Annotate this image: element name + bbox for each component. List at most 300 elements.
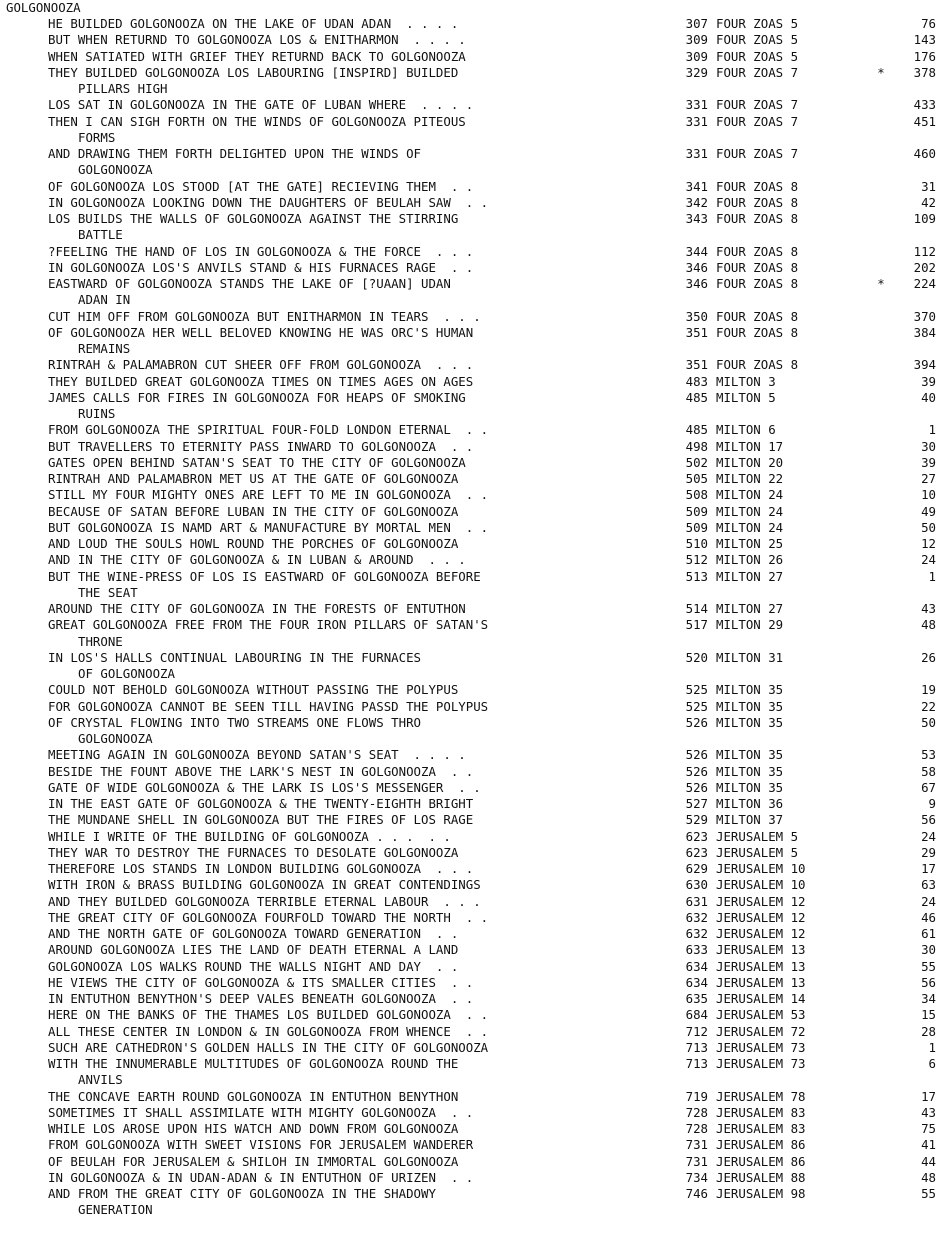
entry-leader-dots: . . . bbox=[421, 243, 474, 259]
concordance-entry bbox=[0, 552, 939, 568]
entry-text-continuation: GOLGONOOZA bbox=[78, 731, 153, 746]
entry-text-block bbox=[0, 552, 658, 568]
concordance-entry bbox=[0, 49, 939, 65]
entry-line-number: 28 bbox=[921, 1023, 936, 1039]
entry-page-number: 526 bbox=[685, 714, 708, 730]
entry-text-block bbox=[0, 1154, 658, 1170]
entry-text: RINTRAH & PALAMABRON CUT SHEER OFF FROM GOLGONOOZA . . . bbox=[48, 357, 474, 373]
entry-page-number: 331 bbox=[685, 146, 708, 161]
entry-page-number: 731 bbox=[685, 1153, 708, 1169]
concordance-entry bbox=[0, 650, 939, 683]
entry-work-reference: MILTON 26 bbox=[716, 552, 784, 568]
entry-text: FOR GOLGONOOZA CANNOT BE SEEN TILL HAVING PASSD THE POLYPUS bbox=[48, 698, 489, 714]
entry-text: GATES OPEN BEHIND SATAN'S SEAT TO THE CITY OF GOLGONOOZA bbox=[48, 454, 466, 470]
entry-leader-dots: . . . . bbox=[406, 97, 474, 113]
entry-work-reference: JERUSALEM 88 bbox=[716, 1169, 806, 1185]
entry-page-number: 514 bbox=[685, 601, 708, 616]
entry-line-number: 29 bbox=[921, 844, 936, 860]
entry-work-reference: FOUR ZOAS 8 bbox=[716, 324, 799, 340]
entry-page-number: 712 bbox=[685, 1023, 708, 1039]
entry-page-number: 331 bbox=[685, 113, 708, 129]
entry-text-block bbox=[0, 65, 658, 98]
entry-work-reference: FOUR ZOAS 8 bbox=[716, 357, 799, 373]
entry-leader-dots: . . bbox=[450, 519, 489, 535]
entry-text-block bbox=[0, 97, 658, 113]
entry-work-reference: FOUR ZOAS 8 bbox=[716, 308, 799, 324]
entry-page-number: 520 bbox=[685, 649, 708, 665]
entry-line-number: 56 bbox=[921, 974, 936, 990]
entry-text: IN LOS'S HALLS CONTINUAL LABOURING IN THE FURNACES bbox=[48, 649, 421, 665]
entry-text-block bbox=[0, 926, 658, 942]
entry-text-continuation: OF GOLGONOOZA bbox=[78, 666, 175, 681]
entry-text: SUCH ARE CATHEDRON'S GOLDEN HALLS IN THE CITY OF GOLGONOOZA bbox=[48, 1039, 489, 1055]
entry-text-block bbox=[0, 812, 658, 828]
concordance-entry bbox=[0, 146, 939, 179]
entry-text-block bbox=[0, 764, 658, 780]
entry-line-number: 6 bbox=[928, 1056, 936, 1071]
entry-text-block bbox=[0, 910, 658, 926]
entry-line-number: 15 bbox=[921, 1007, 936, 1023]
concordance-entry bbox=[0, 812, 939, 828]
entry-leader-dots: . . . . bbox=[398, 32, 466, 48]
entry-text-block bbox=[0, 796, 658, 812]
entry-work-reference: FOUR ZOAS 8 bbox=[716, 211, 799, 226]
entry-work-reference: JERUSALEM 78 bbox=[716, 1088, 806, 1104]
entry-work-reference: JERUSALEM 83 bbox=[716, 1121, 806, 1136]
entry-work-reference: FOUR ZOAS 7 bbox=[716, 97, 799, 113]
entry-text-block bbox=[0, 260, 658, 276]
entry-page-number: 307 bbox=[685, 16, 708, 31]
entry-work-reference: JERUSALEM 14 bbox=[716, 991, 806, 1006]
entry-text-block bbox=[0, 942, 658, 958]
entry-text-block bbox=[0, 536, 658, 552]
concordance-entry bbox=[0, 747, 939, 763]
entry-page-number: 485 bbox=[685, 422, 708, 438]
entry-page-number: 309 bbox=[685, 32, 708, 48]
entry-leader-dots: . . bbox=[413, 828, 451, 844]
entry-page-number: 632 bbox=[685, 909, 708, 925]
entry-line-number: 50 bbox=[921, 519, 936, 535]
entry-work-reference: JERUSALEM 83 bbox=[716, 1104, 806, 1120]
entry-leader-dots: . . bbox=[435, 438, 474, 454]
entry-text: GOLGONOOZA LOS WALKS ROUND THE WALLS NIGHT AND DAY . . bbox=[48, 958, 459, 974]
concordance-entry bbox=[0, 325, 939, 358]
entry-text-block bbox=[0, 504, 658, 520]
entry-text: AND FROM THE GREAT CITY OF GOLGONOOZA IN THE SHADOWY bbox=[48, 1186, 436, 1201]
entry-text-block bbox=[0, 617, 658, 650]
entry-text-block bbox=[0, 1007, 658, 1023]
entry-page-number: 344 bbox=[685, 243, 708, 259]
entry-line-number: 34 bbox=[921, 991, 936, 1006]
entry-leader-dots: . . bbox=[435, 1104, 474, 1120]
concordance-entry bbox=[0, 601, 939, 617]
entry-line-number: 9 bbox=[928, 796, 936, 811]
entry-text: WHEN SATIATED WITH GRIEF THEY RETURND BACK TO GOLGONOOZA bbox=[48, 48, 466, 64]
entry-line-number: 55 bbox=[921, 958, 936, 974]
entry-work-reference: FOUR ZOAS 8 bbox=[716, 194, 799, 210]
entry-page-number: 631 bbox=[685, 893, 708, 909]
concordance-entry bbox=[0, 617, 939, 650]
entry-text-block bbox=[0, 520, 658, 536]
entry-text-block bbox=[0, 991, 658, 1007]
entry-work-reference: JERUSALEM 5 bbox=[716, 844, 799, 860]
concordance-entry bbox=[0, 487, 939, 503]
entry-page-number: 728 bbox=[685, 1121, 708, 1136]
concordance-entry bbox=[0, 471, 939, 487]
entry-leader-dots: . . . bbox=[428, 308, 481, 324]
concordance-entry bbox=[0, 1137, 939, 1153]
entry-work-reference: JERUSALEM 10 bbox=[716, 861, 806, 876]
entry-text: BUT TRAVELLERS TO ETERNITY PASS INWARD TO GOLGONOOZA . . bbox=[48, 438, 474, 454]
entry-text: FROM GOLGONOOZA WITH SWEET VISIONS FOR JERUSALEM WANDERER bbox=[48, 1137, 474, 1153]
entry-text-continuation: FORMS bbox=[78, 129, 116, 145]
entry-work-reference: JERUSALEM 86 bbox=[716, 1137, 806, 1153]
entry-text-block bbox=[0, 179, 658, 195]
entry-page-number: 731 bbox=[685, 1137, 708, 1153]
entry-text: BUT GOLGONOOZA IS NAMD ART & MANUFACTURE BY MORTAL MEN . . bbox=[48, 519, 489, 535]
entry-line-number: 43 bbox=[921, 1104, 936, 1120]
entry-leader-dots: . . bbox=[450, 909, 489, 925]
entry-variant-marker: * bbox=[877, 64, 885, 80]
entry-text: OF GOLGONOOZA HER WELL BELOVED KNOWING HE WAS ORC'S HUMAN bbox=[48, 324, 474, 340]
entry-line-number: 39 bbox=[921, 373, 936, 389]
entry-text: AND DRAWING THEM FORTH DELIGHTED UPON THE WINDS OF bbox=[48, 146, 421, 161]
concordance-entry bbox=[0, 244, 939, 260]
concordance-entry bbox=[0, 682, 939, 698]
entry-text-block bbox=[0, 276, 658, 309]
entry-text: ALL THESE CENTER IN LONDON & IN GOLGONOOZA FROM WHENCE . . bbox=[48, 1023, 489, 1039]
entry-page-number: 623 bbox=[685, 828, 708, 844]
entry-text: COULD NOT BEHOLD GOLGONOOZA WITHOUT PASSING THE POLYPUS bbox=[48, 682, 459, 698]
entry-text-block bbox=[0, 422, 658, 438]
entry-work-reference: MILTON 29 bbox=[716, 617, 784, 633]
entry-text-block bbox=[0, 471, 658, 487]
entry-line-number: 143 bbox=[913, 32, 936, 48]
entry-page-number: 684 bbox=[685, 1007, 708, 1023]
entry-work-reference: MILTON 35 bbox=[716, 747, 784, 763]
entry-text-block bbox=[0, 357, 658, 373]
entry-line-number: 224 bbox=[913, 276, 936, 291]
entry-text-continuation: RUINS bbox=[78, 406, 116, 421]
entry-text-block bbox=[0, 959, 658, 975]
entry-work-reference: JERUSALEM 5 bbox=[716, 828, 799, 844]
entry-text: THEY BUILDED GOLGONOOZA LOS LABOURING [INSPIRD] BUILDED bbox=[48, 64, 459, 80]
entry-text-continuation: THRONE bbox=[78, 633, 123, 649]
entry-text-continuation: ADAN IN bbox=[78, 292, 131, 308]
entry-text-block bbox=[0, 309, 658, 325]
entry-leader-dots: . . bbox=[435, 991, 474, 1006]
entry-leader-dots: . . . bbox=[421, 861, 474, 876]
entry-text-continuation: GOLGONOOZA bbox=[78, 162, 153, 178]
entry-text-block bbox=[0, 195, 658, 211]
entry-text: HERE ON THE BANKS OF THE THAMES LOS BUILDED GOLGONOOZA . . bbox=[48, 1007, 489, 1023]
concordance-entry bbox=[0, 390, 939, 423]
entry-work-reference: JERUSALEM 12 bbox=[716, 909, 806, 925]
concordance-entry bbox=[0, 829, 939, 845]
entry-page-number: 526 bbox=[685, 747, 708, 763]
entry-text-block bbox=[0, 1170, 658, 1186]
entry-work-reference: MILTON 37 bbox=[716, 812, 784, 828]
entry-work-reference: MILTON 24 bbox=[716, 503, 784, 519]
entry-text-block bbox=[0, 829, 658, 845]
entry-page-number: 346 bbox=[685, 259, 708, 275]
entry-work-reference: FOUR ZOAS 8 bbox=[716, 243, 799, 259]
entry-text-block bbox=[0, 1105, 658, 1121]
entry-work-reference: MILTON 17 bbox=[716, 438, 784, 454]
concordance-entry bbox=[0, 699, 939, 715]
entry-line-number: 460 bbox=[913, 146, 936, 161]
concordance-entry bbox=[0, 764, 939, 780]
entry-page-number: 527 bbox=[685, 796, 708, 811]
entry-page-number: 623 bbox=[685, 844, 708, 860]
concordance-entry bbox=[0, 926, 939, 942]
entry-leader-dots: . . bbox=[450, 487, 489, 503]
entry-work-reference: FOUR ZOAS 8 bbox=[716, 276, 799, 291]
entry-text: BECAUSE OF SATAN BEFORE LUBAN IN THE CITY OF GOLGONOOZA bbox=[48, 503, 459, 519]
entry-text: IN GOLGONOOZA & IN UDAN-ADAN & IN ENTUTHON OF URIZEN . . bbox=[48, 1169, 474, 1185]
concordance-entry bbox=[0, 97, 939, 113]
entry-line-number: 50 bbox=[921, 714, 936, 730]
entry-page-number: 525 bbox=[685, 682, 708, 698]
entry-text-continuation: THE SEAT bbox=[78, 584, 138, 600]
entry-line-number: 30 bbox=[921, 438, 936, 454]
entry-page-number: 351 bbox=[685, 357, 708, 373]
entry-leader-dots: . . bbox=[450, 422, 489, 438]
concordance-entry bbox=[0, 991, 939, 1007]
entry-line-number: 17 bbox=[921, 1088, 936, 1104]
concordance-entry bbox=[0, 422, 939, 438]
concordance-entry bbox=[0, 32, 939, 48]
entry-line-number: 58 bbox=[921, 763, 936, 779]
entry-text-continuation: PILLARS HIGH bbox=[78, 81, 168, 96]
entry-text-block bbox=[0, 894, 658, 910]
entry-text-block bbox=[0, 114, 658, 147]
entry-line-number: 41 bbox=[921, 1137, 936, 1153]
entry-line-number: 46 bbox=[921, 909, 936, 925]
entry-text-block bbox=[0, 1121, 658, 1137]
entry-work-reference: JERUSALEM 12 bbox=[716, 893, 806, 909]
entry-text-block bbox=[0, 861, 658, 877]
entry-work-reference: MILTON 35 bbox=[716, 714, 784, 730]
concordance-entry bbox=[0, 195, 939, 211]
entry-leader-dots: . . . bbox=[428, 893, 481, 909]
entry-text: IN THE EAST GATE OF GOLGONOOZA & THE TWENTY-EIGHTH BRIGHT bbox=[48, 796, 474, 811]
entry-page-number: 483 bbox=[685, 373, 708, 389]
entry-text: HE VIEWS THE CITY OF GOLGONOOZA & ITS SMALLER CITIES . . bbox=[48, 974, 474, 990]
entry-leader-dots: . . bbox=[435, 974, 474, 990]
entry-line-number: 24 bbox=[921, 828, 936, 844]
entry-page-number: 509 bbox=[685, 503, 708, 519]
entry-work-reference: MILTON 25 bbox=[716, 536, 784, 551]
entry-page-number: 630 bbox=[685, 877, 708, 893]
entry-text: WITH IRON & BRASS BUILDING GOLGONOOZA IN GREAT CONTENDINGS bbox=[48, 877, 481, 893]
entry-leader-dots: . . bbox=[421, 958, 459, 974]
entry-line-number: 26 bbox=[921, 649, 936, 665]
entry-line-number: 67 bbox=[921, 779, 936, 795]
entry-work-reference: MILTON 24 bbox=[716, 487, 784, 503]
entry-text: THEY BUILDED GREAT GOLGONOOZA TIMES ON TIMES AGES ON AGES bbox=[48, 373, 474, 389]
entry-text-block bbox=[0, 390, 658, 423]
entry-leader-dots: . . . . bbox=[398, 747, 466, 763]
entry-line-number: 202 bbox=[913, 259, 936, 275]
concordance-entry bbox=[0, 1040, 939, 1056]
concordance-entry bbox=[0, 845, 939, 861]
entry-work-reference: MILTON 27 bbox=[716, 601, 784, 616]
entry-text: FROM GOLGONOOZA THE SPIRITUAL FOUR-FOLD LONDON ETERNAL . . bbox=[48, 422, 489, 438]
entry-work-reference: MILTON 5 bbox=[716, 389, 776, 405]
entry-line-number: 378 bbox=[913, 64, 936, 80]
entry-line-number: 109 bbox=[913, 211, 936, 226]
entry-page-number: 734 bbox=[685, 1169, 708, 1185]
concordance-entry bbox=[0, 179, 939, 195]
entry-text-block bbox=[0, 715, 658, 748]
entry-leader-dots: . . bbox=[435, 763, 474, 779]
concordance-entry bbox=[0, 877, 939, 893]
entry-work-reference: JERUSALEM 73 bbox=[716, 1039, 806, 1055]
entry-text: OF BEULAH FOR JERUSALEM & SHILOH IN IMMORTAL GOLGONOOZA bbox=[48, 1153, 459, 1169]
entry-text: BESIDE THE FOUNT ABOVE THE LARK'S NEST IN GOLGONOOZA . . bbox=[48, 763, 474, 779]
entry-page-number: 341 bbox=[685, 178, 708, 194]
entry-page-number: 525 bbox=[685, 698, 708, 714]
entry-leader-dots: . . bbox=[421, 926, 459, 941]
entry-text-block bbox=[0, 845, 658, 861]
entry-variant-marker: * bbox=[877, 276, 885, 291]
entry-text: AROUND GOLGONOOZA LIES THE LAND OF DEATH ETERNAL A LAND bbox=[48, 942, 459, 958]
entry-text: THEN I CAN SIGH FORTH ON THE WINDS OF GOLGONOOZA PITEOUS bbox=[48, 113, 466, 129]
entry-line-number: 31 bbox=[921, 178, 936, 194]
entry-line-number: 53 bbox=[921, 747, 936, 763]
concordance-entry bbox=[0, 975, 939, 991]
entry-work-reference: MILTON 35 bbox=[716, 682, 784, 698]
entry-text: BUT WHEN RETURND TO GOLGONOOZA LOS & ENITHARMON . . . . bbox=[48, 32, 466, 48]
entry-text: ?FEELING THE HAND OF LOS IN GOLGONOOZA & THE FORCE . . . bbox=[48, 243, 474, 259]
entry-page-number: 485 bbox=[685, 389, 708, 405]
entry-text-continuation: REMAINS bbox=[78, 341, 131, 356]
page-title: GOLGONOOZA bbox=[6, 0, 81, 15]
entry-page-number: 746 bbox=[685, 1186, 708, 1201]
entry-page-number: 309 bbox=[685, 48, 708, 64]
entry-text: BUT THE WINE-PRESS OF LOS IS EASTWARD OF GOLGONOOZA BEFORE bbox=[48, 568, 481, 584]
entry-page-number: 512 bbox=[685, 552, 708, 568]
entry-page-number: 498 bbox=[685, 438, 708, 454]
entry-page-number: 350 bbox=[685, 308, 708, 324]
entry-work-reference: MILTON 31 bbox=[716, 649, 784, 665]
entry-work-reference: FOUR ZOAS 5 bbox=[716, 48, 799, 64]
entry-work-reference: JERUSALEM 86 bbox=[716, 1153, 806, 1169]
entry-text: GATE OF WIDE GOLGONOOZA & THE LARK IS LOS'S MESSENGER . . bbox=[48, 779, 481, 795]
entry-text-block bbox=[0, 374, 658, 390]
entry-line-number: 40 bbox=[921, 389, 936, 405]
entry-text-block bbox=[0, 747, 658, 763]
entry-work-reference: FOUR ZOAS 7 bbox=[716, 64, 799, 80]
entry-text: IN GOLGONOOZA LOS'S ANVILS STAND & HIS FURNACES RAGE . . bbox=[48, 259, 474, 275]
concordance-entry bbox=[0, 894, 939, 910]
entry-page-number: 634 bbox=[685, 974, 708, 990]
concordance-entry bbox=[0, 780, 939, 796]
entry-page-number: 526 bbox=[685, 763, 708, 779]
concordance-entry bbox=[0, 1056, 939, 1089]
entry-page-number: 509 bbox=[685, 519, 708, 535]
entry-line-number: 44 bbox=[921, 1153, 936, 1169]
concordance-entry bbox=[0, 276, 939, 309]
concordance-entry bbox=[0, 536, 939, 552]
entry-text-block bbox=[0, 49, 658, 65]
entry-text-block bbox=[0, 780, 658, 796]
entry-text: STILL MY FOUR MIGHTY ONES ARE LEFT TO ME IN GOLGONOOZA . . bbox=[48, 487, 489, 503]
concordance-entry bbox=[0, 504, 939, 520]
entry-text: JAMES CALLS FOR FIRES IN GOLGONOOZA FOR HEAPS OF SMOKING bbox=[48, 389, 466, 405]
entry-work-reference: MILTON 3 bbox=[716, 373, 776, 389]
entry-line-number: 394 bbox=[913, 357, 936, 373]
entry-line-number: 43 bbox=[921, 601, 936, 616]
concordance-entry bbox=[0, 309, 939, 325]
entry-text: THE CONCAVE EARTH ROUND GOLGONOOZA IN ENTUTHON BENYTHON bbox=[48, 1088, 459, 1104]
concordance-entry bbox=[0, 114, 939, 147]
entry-page-number: 342 bbox=[685, 194, 708, 210]
entry-text: AND LOUD THE SOULS HOWL ROUND THE PORCHES OF GOLGONOOZA bbox=[48, 536, 459, 551]
entry-page-number: 351 bbox=[685, 324, 708, 340]
entry-text: SOMETIMES IT SHALL ASSIMILATE WITH MIGHTY GOLGONOOZA . . bbox=[48, 1104, 474, 1120]
concordance-entry bbox=[0, 357, 939, 373]
entry-text-block bbox=[0, 1040, 658, 1056]
entry-page-number: 517 bbox=[685, 617, 708, 633]
entry-page-number: 526 bbox=[685, 779, 708, 795]
entry-page-number: 632 bbox=[685, 926, 708, 941]
entry-text-block bbox=[0, 1186, 658, 1219]
entry-page-number: 713 bbox=[685, 1056, 708, 1071]
entry-line-number: 176 bbox=[913, 48, 936, 64]
concordance-entry bbox=[0, 942, 939, 958]
entry-line-number: 39 bbox=[921, 454, 936, 470]
entry-text: RINTRAH AND PALAMABRON MET US AT THE GATE OF GOLGONOOZA bbox=[48, 471, 459, 486]
entry-leader-dots: . . . . bbox=[391, 16, 459, 31]
concordance-entry bbox=[0, 439, 939, 455]
entry-leader-dots: . . bbox=[435, 178, 474, 194]
concordance-entry bbox=[0, 1154, 939, 1170]
entry-line-number: 451 bbox=[913, 113, 936, 129]
entry-work-reference: FOUR ZOAS 7 bbox=[716, 113, 799, 129]
entry-text-block bbox=[0, 1137, 658, 1153]
entry-page-number: 529 bbox=[685, 812, 708, 828]
concordance-entry bbox=[0, 455, 939, 471]
entry-work-reference: FOUR ZOAS 8 bbox=[716, 178, 799, 194]
entry-page-number: 634 bbox=[685, 958, 708, 974]
entry-line-number: 24 bbox=[921, 893, 936, 909]
entry-text: WITH THE INNUMERABLE MULTITUDES OF GOLGONOOZA ROUND THE bbox=[48, 1056, 459, 1071]
entry-line-number: 1 bbox=[928, 422, 936, 438]
entry-line-number: 75 bbox=[921, 1121, 936, 1136]
entry-text-block bbox=[0, 1089, 658, 1105]
entry-line-number: 370 bbox=[913, 308, 936, 324]
entry-page-number: 510 bbox=[685, 536, 708, 551]
entry-line-number: 1 bbox=[928, 568, 936, 584]
concordance-entry bbox=[0, 65, 939, 98]
entry-text: WHILE LOS AROSE UPON HIS WATCH AND DOWN FROM GOLGONOOZA bbox=[48, 1121, 459, 1136]
entry-text: THE MUNDANE SHELL IN GOLGONOOZA BUT THE FIRES OF LOS RAGE bbox=[48, 812, 474, 828]
entry-text-block bbox=[0, 699, 658, 715]
entry-text: IN GOLGONOOZA LOOKING DOWN THE DAUGHTERS OF BEULAH SAW . . bbox=[48, 194, 489, 210]
concordance-entry bbox=[0, 569, 939, 602]
concordance-entry bbox=[0, 910, 939, 926]
entry-leader-dots: . . bbox=[450, 1023, 489, 1039]
entry-text-block bbox=[0, 601, 658, 617]
entry-text-continuation: BATTLE bbox=[78, 227, 123, 243]
entry-page-number: 629 bbox=[685, 861, 708, 876]
entry-text: AND THEY BUILDED GOLGONOOZA TERRIBLE ETERNAL LABOUR . . . bbox=[48, 893, 481, 909]
entry-leader-dots: . . bbox=[435, 1169, 474, 1185]
entry-text-continuation: GENERATION bbox=[78, 1202, 153, 1218]
entry-work-reference: MILTON 24 bbox=[716, 519, 784, 535]
